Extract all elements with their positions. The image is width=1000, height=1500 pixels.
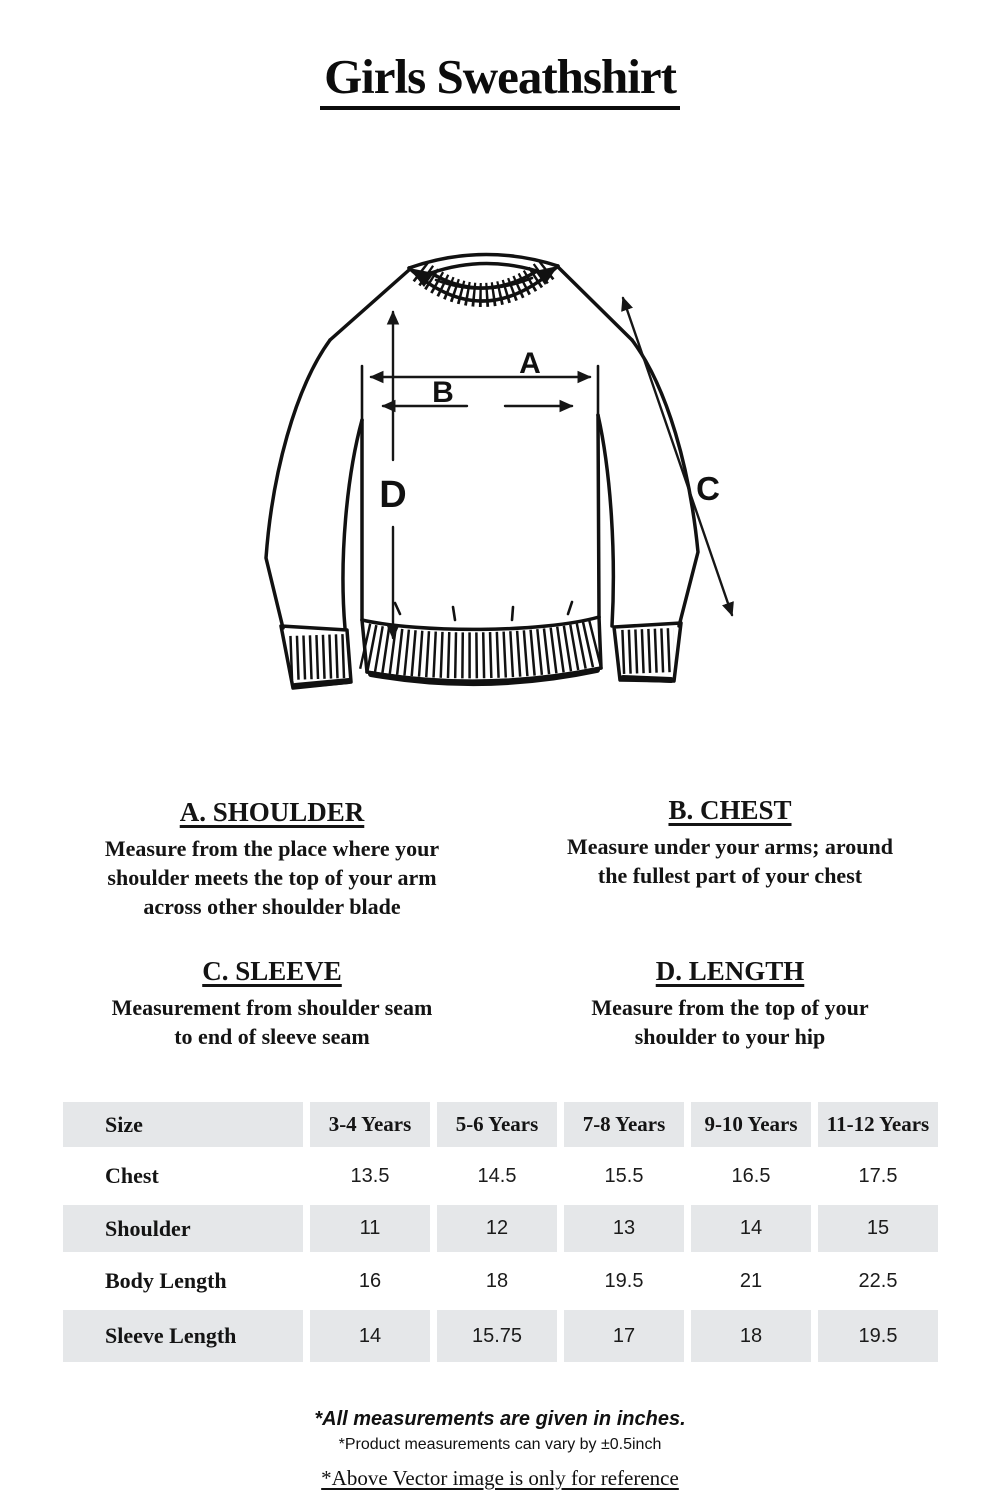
sleeve-length-value: 17 [564,1310,684,1362]
sleeve-length-value: 19.5 [818,1310,938,1362]
shoulder-value: 12 [437,1205,557,1252]
page-title: Girls Sweathshirt [320,50,680,110]
footnote-inches: *All measurements are given in inches. [314,1408,686,1430]
col-header-11-12: 11-12 Years [818,1102,938,1147]
sleeve-length-value: 14 [310,1310,430,1362]
col-header-3-4: 3-4 Years [310,1102,430,1147]
row-label-shoulder: Shoulder [63,1205,303,1252]
sweatshirt-diagram-svg [250,240,750,700]
chest-value: 15.5 [604,1164,644,1187]
section-shoulder-line: across other shoulder blade [143,894,401,919]
col-header-size: Size [63,1102,303,1147]
body-length-value: 16 [358,1269,382,1292]
section-chest-line: Measure under your arms; around [567,834,893,859]
arrow-label-d: D [379,474,407,516]
section-length-line: shoulder to your hip [634,1024,826,1049]
table-row-shoulder [63,1205,938,1252]
section-sleeve-line: to end of sleeve seam [174,1024,370,1049]
chest-value: 14.5 [477,1164,517,1187]
row-label-sleeve-length: Sleeve Length [63,1310,303,1362]
shoulder-value: 13 [564,1205,684,1252]
section-shoulder [42,797,502,921]
section-chest [500,795,960,890]
section-chest-heading: B. CHEST [668,795,792,825]
row-label-chest: Chest [105,1163,159,1188]
section-length-heading: D. LENGTH [655,956,805,986]
row-label-body-length: Body Length [105,1268,227,1293]
arrow-c [623,298,732,615]
arrow-label-b: B [432,376,454,409]
table-row-chest [63,1147,938,1205]
chest-value: 16.5 [731,1164,771,1187]
table-row-body-length [63,1252,938,1310]
chest-value: 13.5 [350,1164,390,1187]
section-shoulder-heading: A. SHOULDER [179,797,365,827]
sleeve-length-value: 18 [691,1310,811,1362]
size-table [63,1102,938,1362]
footnote-tolerance: *Product measurements can vary by ±0.5inch [338,1436,662,1453]
section-length [500,956,960,1051]
footnotes [0,1408,1000,1491]
sleeve-length-value: 15.75 [437,1310,557,1362]
shoulder-value: 15 [818,1205,938,1252]
col-header-5-6: 5-6 Years [437,1102,557,1147]
section-sleeve-heading: C. SLEEVE [202,956,342,986]
section-sleeve [42,956,502,1051]
section-length-line: Measure from the top of your [591,995,869,1020]
footnote-reference: *Above Vector image is only for reference [321,1466,679,1490]
section-shoulder-line: Measure from the place where your [104,836,440,861]
arrow-label-a: A [519,347,541,380]
collar [409,254,558,301]
section-shoulder-line: shoulder meets the top of your arm [107,865,437,890]
shoulder-value: 11 [310,1205,430,1252]
table-header-row [63,1102,938,1147]
col-header-7-8: 7-8 Years [564,1102,684,1147]
body-length-value: 19.5 [604,1269,644,1292]
body-length-value: 18 [485,1269,509,1292]
body-length-value: 21 [739,1269,763,1292]
arrow-label-c: C [696,470,720,507]
title-wrap [0,50,1000,110]
sweatshirt-figure [250,240,750,700]
section-sleeve-line: Measurement from shoulder seam [111,995,433,1020]
col-header-9-10: 9-10 Years [691,1102,811,1147]
table-row-sleeve-length [63,1310,938,1362]
chest-value: 17.5 [858,1164,898,1187]
body-length-value: 22.5 [858,1269,898,1292]
shoulder-value: 14 [691,1205,811,1252]
measurement-arrows [371,298,732,638]
section-chest-line: the fullest part of your chest [597,863,863,888]
